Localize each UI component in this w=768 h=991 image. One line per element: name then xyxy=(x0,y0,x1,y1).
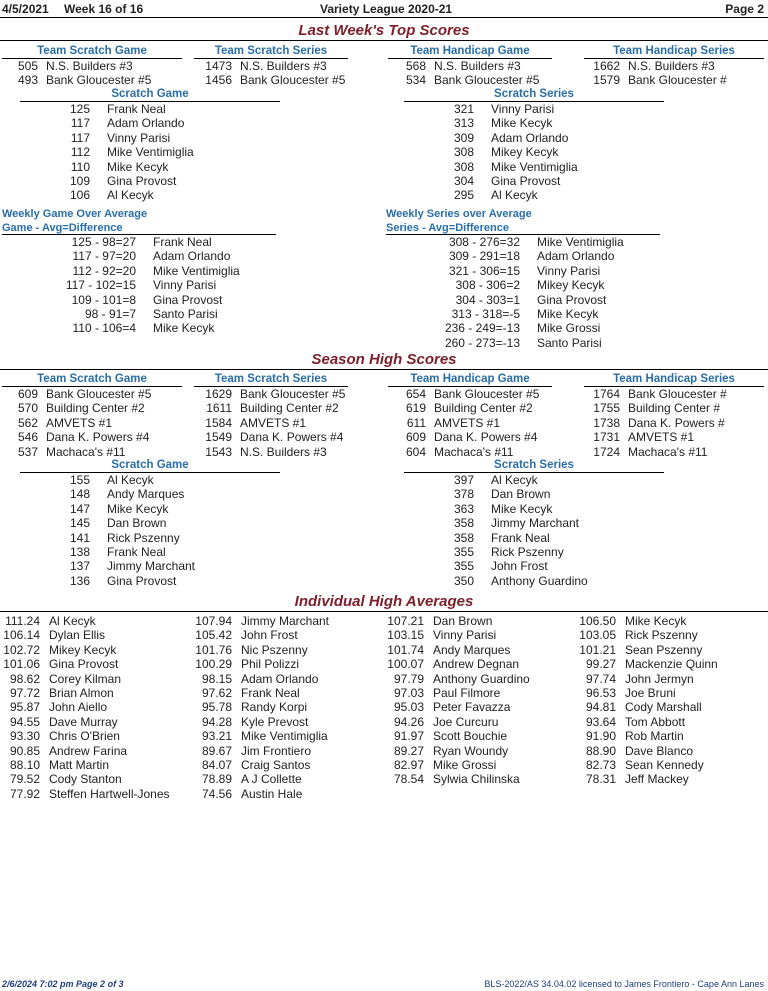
ss-scores: 321 313 309 308 308 304 295 xyxy=(453,102,474,203)
hdr-scratch-series: Scratch Series xyxy=(494,459,574,471)
tss-names: N.S. Builders #3 Bank Gloucester #5 xyxy=(240,59,346,88)
avg-col4-names: Mike Kecyk Rick Pszenny Sean Pszenny Mackenzie Quinn John Jermyn Joe Bruni Cody Marshall Tom Abbott Rob Martin Dave Blanco Sean Kennedy Jeff Mackey xyxy=(625,614,718,787)
hdr-game-over-avg: Weekly Game Over Average xyxy=(2,208,148,220)
hdr-series-avg-diff: Series - Avg=Difference xyxy=(386,222,509,234)
s-tsg-names: Bank Gloucester #5 Building Center #2 AMVETS #1 Dana K. Powers #4 Machaca's #11 xyxy=(46,387,152,459)
s-thg-scores: 654 619 611 609 604 xyxy=(405,387,426,459)
section-divider xyxy=(0,369,768,370)
thg-names: N.S. Builders #3 Bank Gloucester #5 xyxy=(434,59,540,88)
report-date: 4/5/2021 xyxy=(2,2,49,16)
hdr-team-handicap-series: Team Handicap Series xyxy=(613,373,735,385)
hdr-team-handicap-series: Team Handicap Series xyxy=(613,45,735,57)
s-sg-names: Al Kecyk Andy Marques Mike Kecyk Dan Brown Rick Pszenny Frank Neal Jimmy Marchant Gina Provost xyxy=(107,473,196,588)
s-sg-scores: 155 148 147 145 141 138 137 136 xyxy=(69,473,90,588)
avg-col1-names: Al Kecyk Dylan Ellis Mikey Kecyk Gina Provost Corey Kilman Brian Almon John Aiello Dave Murray Chris O'Brien Andrew Farina Matt Martin Cody Stanton Steffen Hartwell-Jones xyxy=(49,614,170,801)
week-label: Week 16 of 16 xyxy=(64,2,144,16)
section-title-season: Season High Scores xyxy=(311,351,457,368)
s-ths-names: Bank Gloucester # Building Center # Dana K. Powers # AMVETS #1 Machaca's #11 xyxy=(628,387,727,459)
s-tss-scores: 1629 1611 1584 1549 1543 xyxy=(205,387,232,459)
thg-scores: 568 534 xyxy=(405,59,426,88)
hdr-team-handicap-game: Team Handicap Game xyxy=(410,45,530,57)
hdr-series-over-avg: Weekly Series over Average xyxy=(386,208,532,220)
section-title-last-week: Last Week's Top Scores xyxy=(298,22,470,39)
s-thg-names: Bank Gloucester #5 Building Center #2 AMVETS #1 Dana K. Powers #4 Machaca's #11 xyxy=(434,387,540,459)
report-header xyxy=(0,0,768,18)
soa-names: Mike Ventimiglia Adam Orlando Vinny Parisi Mikey Kecyk Gina Provost Mike Kecyk Mike Grossi Santo Parisi xyxy=(537,235,624,350)
hdr-scratch-series: Scratch Series xyxy=(494,88,574,100)
goa-names: Frank Neal Adam Orlando Mike Ventimiglia Vinny Parisi Gina Provost Santo Parisi Mike Kecyk xyxy=(153,235,240,336)
hdr-game-avg-diff: Game - Avg=Difference xyxy=(2,222,123,234)
avg-col2-names: Jimmy Marchant John Frost Nic Pszenny Phil Polizzi Adam Orlando Frank Neal Randy Korpi Kyle Prevost Mike Ventimiglia Jim Frontiero Craig Santos A J Collette Austin Hale xyxy=(241,614,330,801)
sg-names: Frank Neal Adam Orlando Vinny Parisi Mike Ventimiglia Mike Kecyk Gina Provost Al Kecyk xyxy=(107,102,194,203)
hdr-team-scratch-series: Team Scratch Series xyxy=(214,45,328,57)
ths-scores: 1662 1579 xyxy=(593,59,620,88)
hdr-team-scratch-game: Team Scratch Game xyxy=(37,45,147,57)
avg-col4-values: 106.50 103.05 101.21 99.27 97.74 96.53 94.81 93.64 91.90 88.90 82.73 78.31 xyxy=(579,614,616,787)
ss-names: Vinny Parisi Mike Kecyk Adam Orlando Mikey Kecyk Mike Ventimiglia Gina Provost Al Kecyk xyxy=(491,102,578,203)
tss-scores: 1473 1456 xyxy=(205,59,232,88)
footer-license: BLS-2022/AS 34.04.02 licensed to James Frontiero - Cape Ann Lanes xyxy=(484,979,764,989)
hdr-team-scratch-series: Team Scratch Series xyxy=(214,373,328,385)
hdr-scratch-game: Scratch Game xyxy=(111,88,189,100)
s-tss-names: Bank Gloucester #5 Building Center #2 AMVETS #1 Dana K. Powers #4 N.S. Builders #3 xyxy=(240,387,346,459)
sg-scores: 125 117 117 112 110 109 106 xyxy=(69,102,90,203)
section-divider xyxy=(0,611,768,612)
section-divider xyxy=(0,40,768,41)
tsg-scores: 505 493 xyxy=(17,59,38,88)
avg-col1-values: 111.24 106.14 102.72 101.06 98.62 97.72 95.87 94.55 93.30 90.85 88.10 79.52 77.92 xyxy=(3,614,40,801)
s-ss-scores: 397 378 363 358 358 355 355 350 xyxy=(453,473,474,588)
avg-col3-names: Dan Brown Vinny Parisi Andy Marques Andrew Degnan Anthony Guardino Paul Filmore Peter Favazza Joe Curcuru Scott Bouchie Ryan Woundy Mike Grossi Sylwia Chilinska xyxy=(433,614,530,787)
hdr-team-scratch-game: Team Scratch Game xyxy=(37,373,147,385)
avg-col3-values: 107.21 103.15 101.74 100.07 97.79 97.03 95.03 94.26 91.97 89.27 82.97 78.54 xyxy=(387,614,424,787)
goa-diffs: 125 - 98=27 117 - 97=20 112 - 92=20 117 - 102=15 109 - 101=8 98 - 91=7 110 - 106=4 xyxy=(65,235,136,336)
league-name: Variety League 2020-21 xyxy=(320,2,453,16)
s-tsg-scores: 609 570 562 546 537 xyxy=(17,387,38,459)
avg-col2-values: 107.94 105.42 101.76 100.29 98.15 97.62 95.78 94.28 93.21 89.67 84.07 78.89 74.56 xyxy=(195,614,232,801)
ths-names: N.S. Builders #3 Bank Gloucester # xyxy=(628,59,727,88)
footer-printed: 2/6/2024 7:02 pm Page 2 of 3 xyxy=(2,979,124,989)
page-label: Page 2 xyxy=(725,2,764,16)
hdr-scratch-game: Scratch Game xyxy=(111,459,189,471)
soa-diffs: 308 - 276=32 309 - 291=18 321 - 306=15 308 - 306=2 304 - 303=1 313 - 318=-5 236 - 249=-13 260 - 273=-13 xyxy=(444,235,520,350)
tsg-names: N.S. Builders #3 Bank Gloucester #5 xyxy=(46,59,152,88)
hdr-team-handicap-game: Team Handicap Game xyxy=(410,373,530,385)
s-ss-names: Al Kecyk Dan Brown Mike Kecyk Jimmy Marchant Frank Neal Rick Pszenny John Frost Anthony Guardino xyxy=(491,473,588,588)
s-ths-scores: 1764 1755 1738 1731 1724 xyxy=(593,387,620,459)
section-title-averages: Individual High Averages xyxy=(294,593,474,610)
